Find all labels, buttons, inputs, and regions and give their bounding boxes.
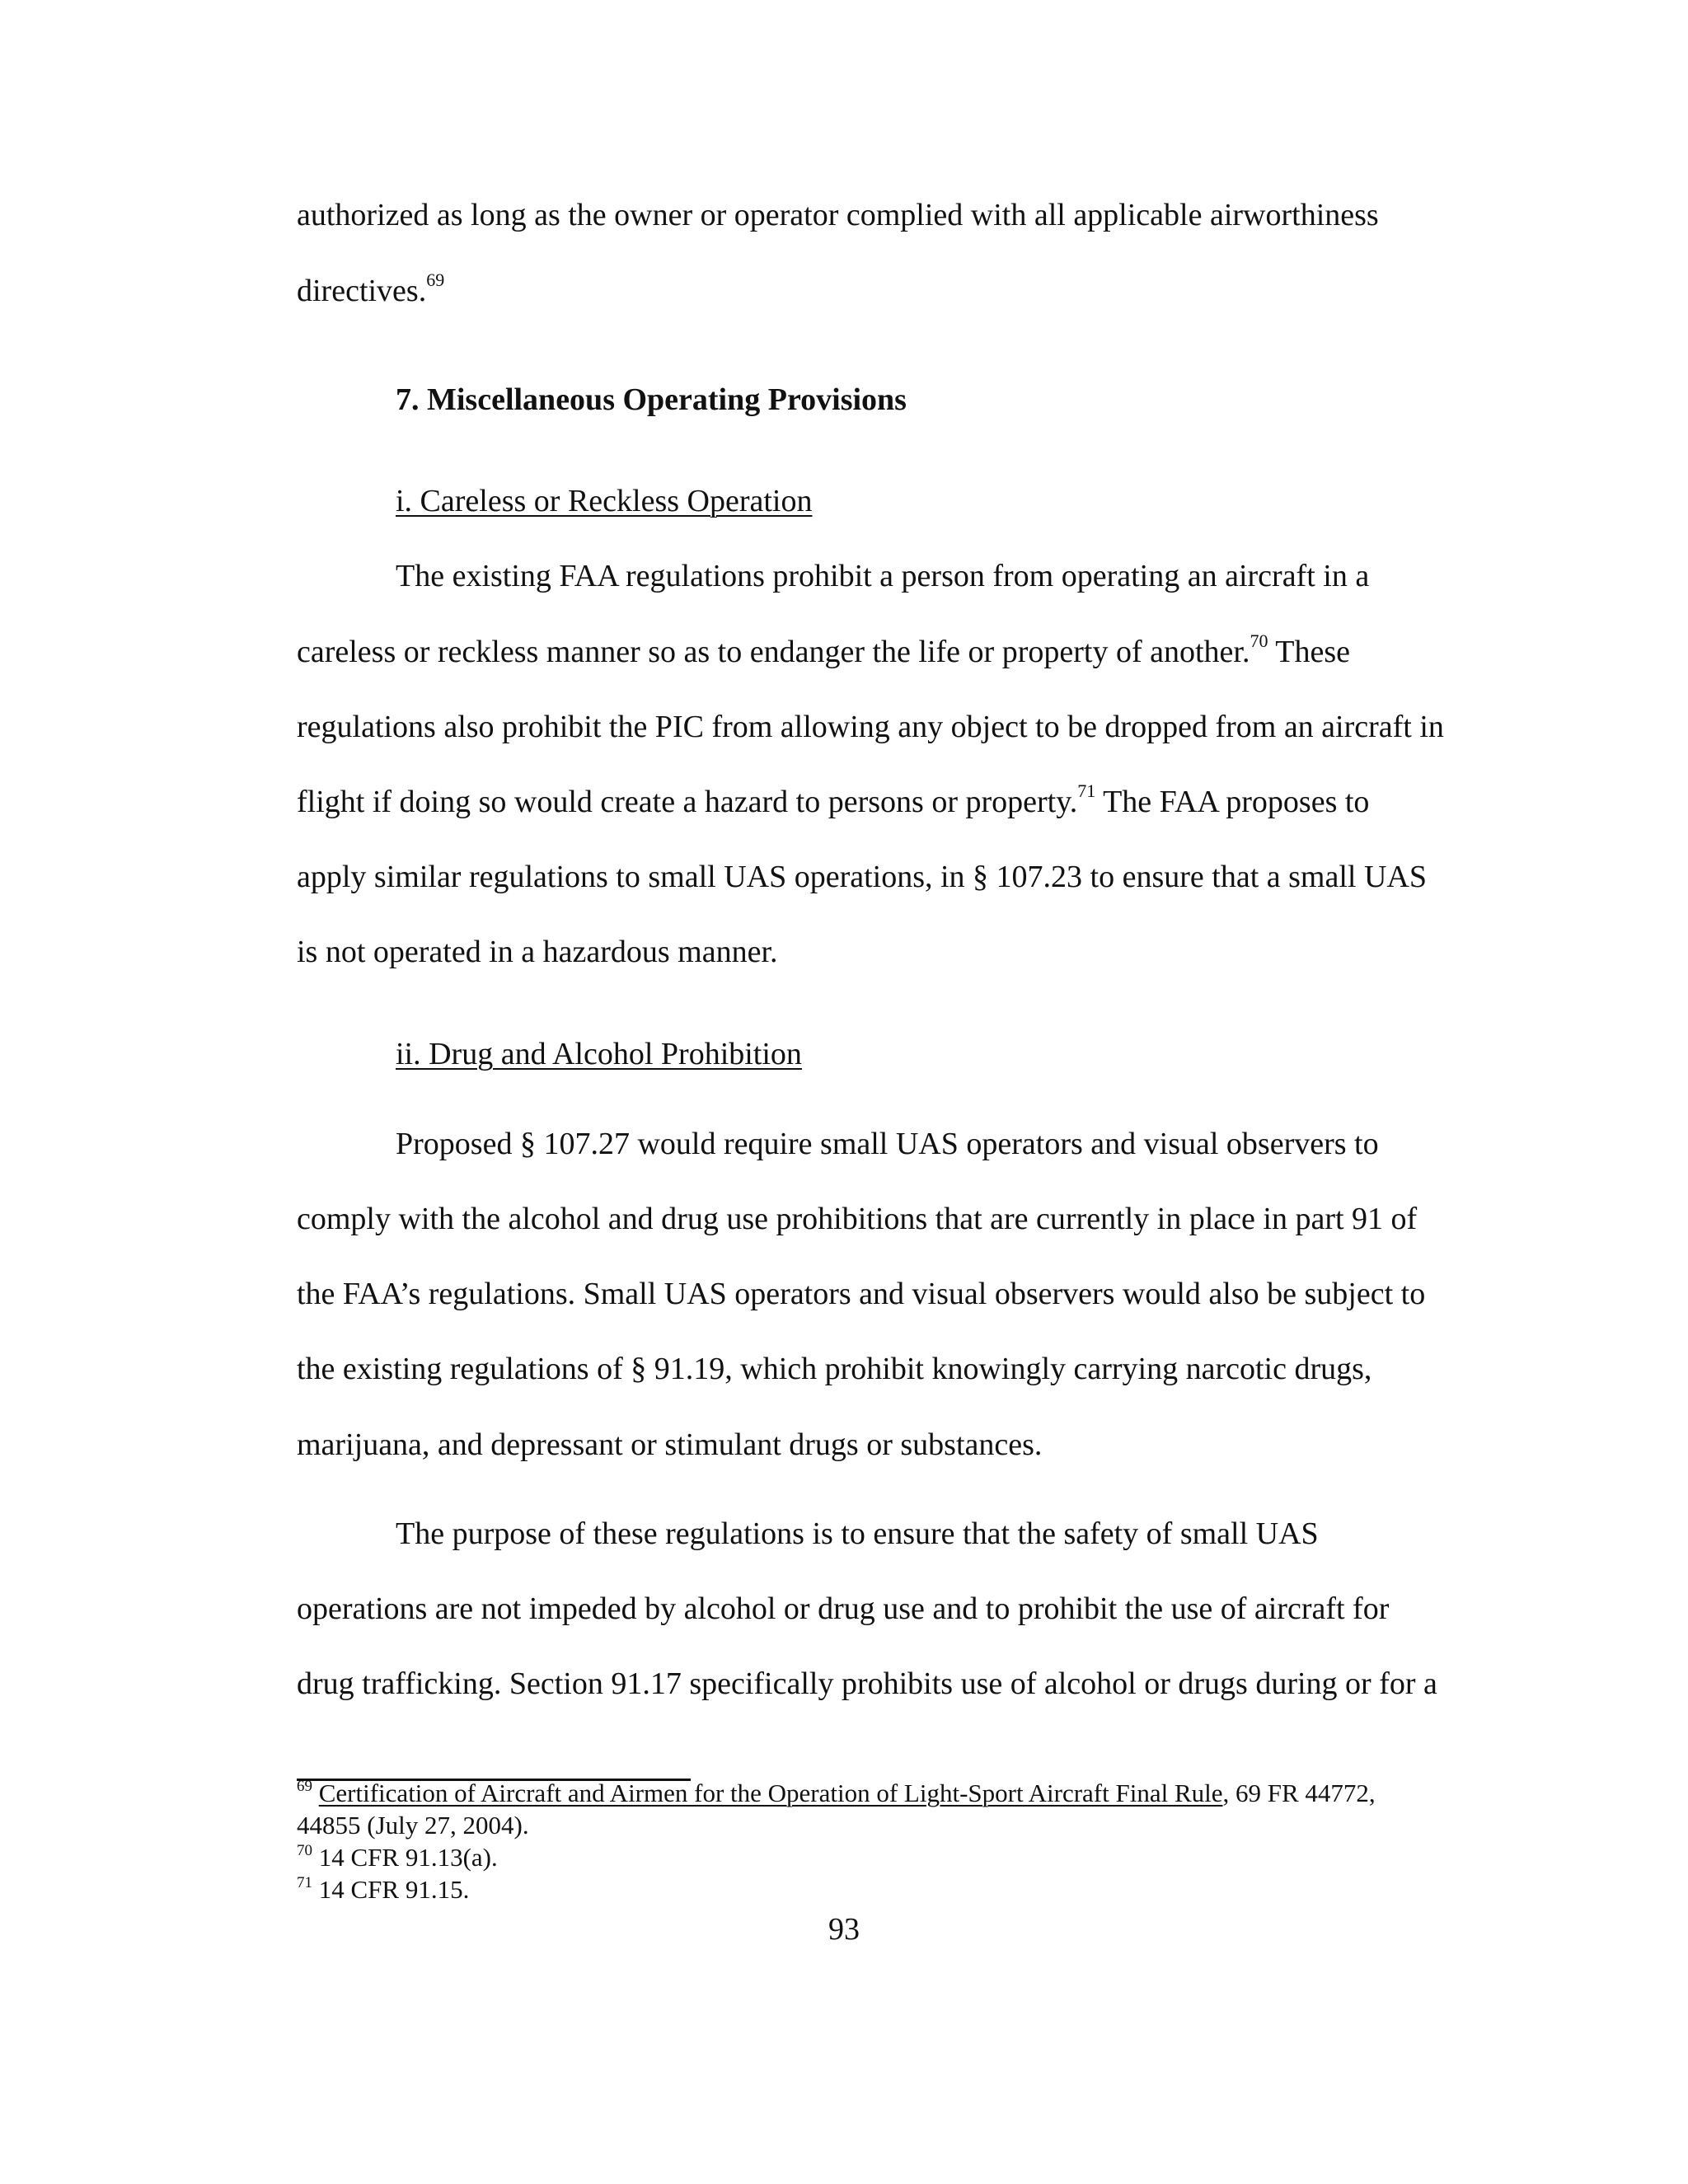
text-run: operations are not impeded by alcohol or drug use and to prohibit the use of aircraft for bbox=[297, 1591, 1390, 1626]
body-line bbox=[297, 780, 1370, 821]
footnote-text: , 69 FR 44772, bbox=[1222, 1779, 1376, 1807]
text-run: flight if doing so would create a hazard to persons or property. bbox=[297, 785, 1078, 819]
section-heading: 7. Miscellaneous Operating Provisions bbox=[396, 382, 907, 417]
subsection-heading: i. Careless or Reckless Operation bbox=[396, 484, 813, 518]
footnote-70 bbox=[297, 1843, 498, 1872]
footnote-ref[interactable]: 70 bbox=[1250, 630, 1268, 652]
text-run: the FAA’s regulations. Small UAS operators and visual observers would also be subject to bbox=[297, 1277, 1426, 1311]
footnote-citation-title: Certification of Aircraft and Airmen for the Operation of Light-Sport Aircraft Final Rule bbox=[318, 1779, 1223, 1807]
text-run: regulations also prohibit the PIC from allowing any object to be dropped from an aircraft in bbox=[297, 710, 1444, 744]
footnote-ref[interactable]: 71 bbox=[1077, 780, 1096, 802]
text-run: directives. bbox=[297, 274, 427, 308]
text-run: Proposed § 107.27 would require small UAS operators and visual observers to bbox=[396, 1127, 1379, 1161]
text-run: drug trafficking. Section 91.17 specifically prohibits use of alcohol or drugs during or for a bbox=[297, 1666, 1437, 1701]
text-run: apply similar regulations to small UAS operations, in § 107.23 to ensure that a small UAS bbox=[297, 860, 1427, 894]
text-run: The FAA proposes to bbox=[1095, 785, 1370, 819]
page-number: 93 bbox=[828, 1912, 860, 1947]
footnote-number: 69 bbox=[297, 1777, 312, 1795]
body-line bbox=[297, 933, 778, 971]
body-line bbox=[396, 1125, 1379, 1163]
body-line bbox=[297, 269, 445, 310]
footnote-71 bbox=[297, 1875, 469, 1905]
body-line bbox=[297, 1426, 1042, 1464]
footnote-text: 14 CFR 91.13(a). bbox=[312, 1843, 498, 1872]
body-line bbox=[396, 557, 1369, 595]
body-line bbox=[297, 1665, 1437, 1703]
text-run: authorized as long as the owner or operator complied with all applicable airworthiness bbox=[297, 198, 1379, 232]
footnote-number: 70 bbox=[297, 1841, 312, 1859]
body-line bbox=[297, 1350, 1372, 1388]
text-run: comply with the alcohol and drug use prohibitions that are currently in place in part 91 of bbox=[297, 1202, 1418, 1236]
body-line bbox=[297, 1200, 1417, 1238]
footnote-number: 71 bbox=[297, 1873, 312, 1891]
body-line bbox=[297, 708, 1444, 746]
text-run: careless or reckless manner so as to endanger the life or property of another. bbox=[297, 635, 1250, 669]
footnote-text: 14 CFR 91.15. bbox=[312, 1875, 470, 1904]
text-run: marijuana, and depressant or stimulant drugs or substances. bbox=[297, 1427, 1043, 1462]
text-run: the existing regulations of § 91.19, which prohibit knowingly carrying narcotic drugs, bbox=[297, 1352, 1372, 1386]
text-run: The existing FAA regulations prohibit a person from operating an aircraft in a bbox=[396, 559, 1370, 593]
body-line bbox=[297, 630, 1350, 671]
text-run: is not operated in a hazardous manner. bbox=[297, 935, 778, 969]
text-run: These bbox=[1268, 635, 1350, 669]
footnote-69 bbox=[297, 1779, 1376, 1808]
body-line bbox=[297, 858, 1427, 896]
body-line bbox=[297, 1275, 1425, 1313]
body-line bbox=[297, 196, 1379, 234]
footnote-ref[interactable]: 69 bbox=[426, 269, 445, 291]
text-run: The purpose of these regulations is to ensure that the safety of small UAS bbox=[396, 1516, 1319, 1551]
body-line bbox=[297, 1590, 1389, 1628]
footnote-69-continued bbox=[297, 1811, 529, 1840]
body-line bbox=[396, 1515, 1319, 1553]
footnote-text: 44855 (July 27, 2004). bbox=[297, 1811, 529, 1840]
subsection-heading: ii. Drug and Alcohol Prohibition bbox=[396, 1037, 802, 1071]
